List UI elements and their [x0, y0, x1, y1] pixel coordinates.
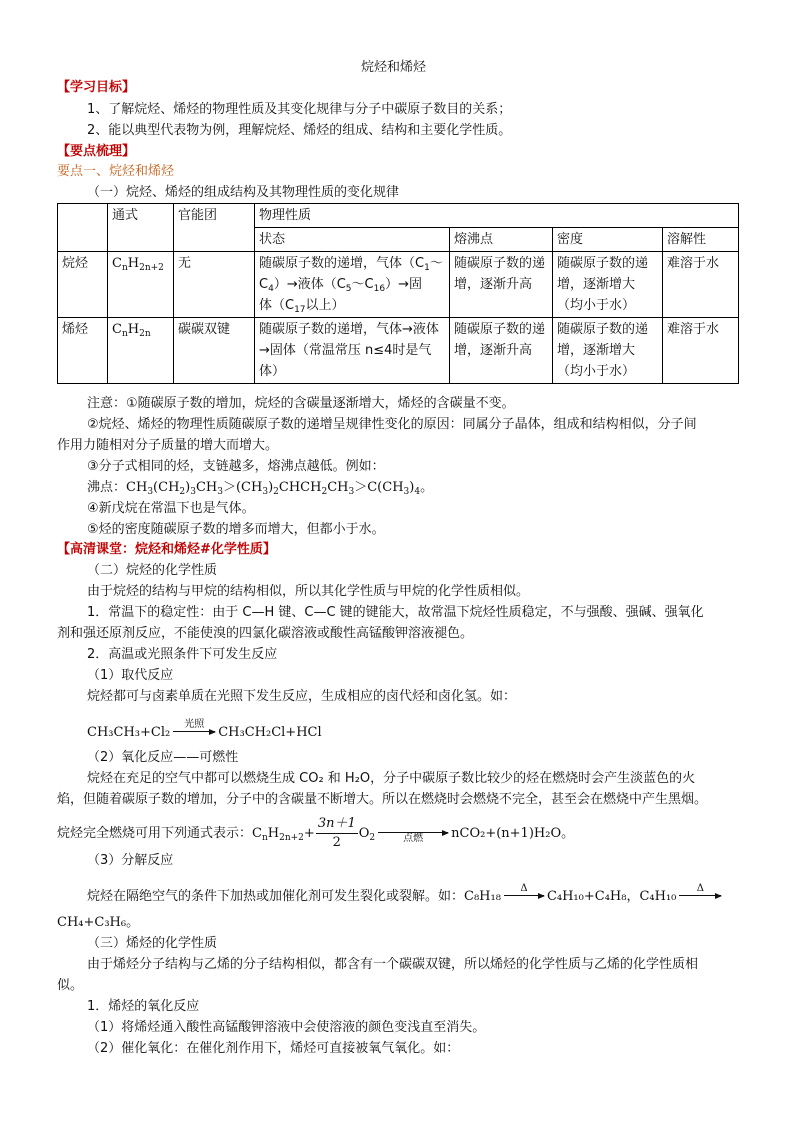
alkane-chem-title: （二）烷烃的化学性质	[87, 563, 218, 578]
table-row	[58, 252, 739, 318]
header-bp: 熔沸点	[450, 228, 553, 252]
alkene-oxidation-1: （1）将烯烃通入酸性高锰酸钾溶液中会使溶液的颜色变浅直至消失。	[87, 1020, 486, 1035]
header-solubility: 溶解性	[663, 228, 739, 252]
note-2a: ②烷烃、烯烃的物理性质随碳原子数的递增呈规律性变化的原因：同属分子晶体，组成和结构相似，分子间	[87, 417, 697, 432]
note-2b: 作用力随相对分子质量的增大而增大。	[57, 438, 279, 453]
table-row	[58, 318, 739, 384]
alkane-reaction-conditions: 2．高温或光照条件下可发生反应	[87, 647, 278, 662]
alkane-solubility: 难溶于水	[663, 252, 739, 318]
alkene-chem-intro-a: 由于烯烃分子结构与乙烯的分子结构相似，都含有一个碳碳双键，所以烯烃的化学性质与乙烯的化学性质相	[87, 957, 699, 972]
points-header: 【要点梳理】	[57, 144, 136, 159]
alkene-group: 碳碳双键	[174, 318, 255, 384]
header-group: 官能团	[174, 204, 255, 252]
combustion-equation: 烷烃完全燃烧可用下列通式表示：$C_nH_{2n+2}+$ $\frac{3n+1}{2}$ $O_2$ 点燃 nCO₂+(n+1)H₂O。	[57, 816, 575, 850]
header-physical: 物理性质	[255, 204, 739, 228]
note-3: ③分子式相同的烃，支链越多，熔沸点越低。例如：	[87, 459, 385, 474]
decomposition-text: 烷烃在隔绝空气的条件下加热或加催化剂可发生裂化或裂解。如：C₈H₁₈ Δ C₄H₁₀+C₄H₈，C₄H₁₀ Δ	[87, 884, 724, 906]
note-3-boiling-points: 沸点：$CH_3(CH_2)_3CH_3>(CH_3)_2CHCH_2CH_3>C(CH_3)_4$。	[87, 480, 434, 497]
alkane-stability-a: 1．常温下的稳定性：由于 C—H 键、C—C 键的键能大，故常温下烷烃性质稳定，不与强酸、强碱、强氧化	[87, 605, 704, 620]
alkene-oxidation-title: 1．烯烃的氧化反应	[87, 999, 200, 1014]
hd-classroom-header: 【高清课堂：烷烃和烯烃#化学性质】	[57, 542, 276, 557]
goal-2: 2、能以典型代表物为例，理解烷烃、烯烃的组成、结构和主要化学性质。	[87, 123, 512, 138]
goals-header: 【学习目标】	[57, 80, 136, 95]
header-density: 密度	[553, 228, 663, 252]
alkane-bp: 随碳原子数的递增，逐渐升高	[450, 252, 553, 318]
alkene-oxidation-2: （2）催化氧化：在催化剂作用下，烯烃可直接被氧气氧化。如：	[87, 1041, 460, 1056]
oxidation-text-a: 烷烃在充足的空气中都可以燃烧生成 CO₂ 和 H₂O，分子中碳原子数比较少的烃在燃烧时会产生淡蓝色的火	[87, 771, 696, 786]
decomposition-products: CH₄+C₃H₆。	[57, 915, 140, 930]
alkane-chem-intro: 由于烷烃的结构与甲烷的结构相似，所以其化学性质与甲烷的化学性质相似。	[87, 584, 530, 599]
alkane-formula: $C_nH_{2n+2}$	[108, 252, 174, 318]
header-formula: 通式	[108, 204, 174, 252]
alkene-bp: 随碳原子数的递增，逐渐升高	[450, 318, 553, 384]
goal-1: 1、了解烷烃、烯烃的物理性质及其变化规律与分子中碳原子数目的关系；	[87, 102, 512, 117]
alkane-group: 无	[174, 252, 255, 318]
table-corner-cell	[58, 204, 108, 252]
section1-title: （一）烷烃、烯烃的组成结构及其物理性质的变化规律	[87, 185, 400, 200]
point1-title: 要点一、烷烃和烯烃	[57, 164, 175, 179]
oxidation-text-b: 焰，但随着碳原子数的增加，分子中的含碳量不断增大。所以在燃烧时会燃烧不完全，甚至会在燃烧中产生黑烟。	[57, 792, 708, 807]
note-4: ④新戊烷在常温下也是气体。	[87, 501, 255, 516]
alkene-chem-title: （三）烯烃的化学性质	[87, 936, 218, 951]
physical-properties-table	[57, 203, 739, 384]
alkane-density: 随碳原子数的递增，逐渐增大（均小于水）	[553, 252, 663, 318]
alkane-state: 随碳原子数的递增，气体（$C_1\sim$ $C_4)\to$液体$(C_5\sim C_{16})\to$固 体（$C_{17}$以上）	[255, 252, 450, 318]
page-title: 烷烃和烯烃	[361, 60, 427, 75]
note-5: ⑤烃的密度随碳原子数的增多而增大，但都小于水。	[87, 522, 385, 537]
decomposition-title: （3）分解反应	[87, 853, 174, 868]
table-header-row	[58, 204, 739, 228]
alkene-solubility: 难溶于水	[663, 318, 739, 384]
header-state: 状态	[255, 228, 450, 252]
alkene-name: 烯烃	[58, 318, 108, 384]
alkene-formula: $C_nH_{2n}$	[108, 318, 174, 384]
alkene-density: 随碳原子数的递增，逐渐增大（均小于水）	[553, 318, 663, 384]
substitution-title: （1）取代反应	[87, 668, 174, 683]
substitution-text: 烷烃都可与卤素单质在光照下发生反应，生成相应的卤代烃和卤化氢。如：	[87, 689, 517, 704]
alkane-name: 烷烃	[58, 252, 108, 318]
fraction: $\frac{3n+1}{2}$	[317, 816, 356, 850]
oxidation-title: （2）氧化反应——可燃性	[87, 750, 239, 765]
note-1: 注意：①随碳原子数的增加，烷烃的含碳量逐渐增大，烯烃的含碳量不变。	[87, 396, 515, 411]
alkane-stability-b: 剂和强还原剂反应，不能使溴的四氯化碳溶液或酸性高锰酸钾溶液褪色。	[57, 626, 474, 641]
alkene-state: 随碳原子数的递增，气体→液体→固体（常温常压 n≤4时是气体）	[255, 318, 450, 384]
substitution-equation: CH₃CH₃+Cl₂ 光照 CH₃CH₂Cl+HCl	[87, 719, 322, 740]
alkene-chem-intro-b: 似。	[57, 978, 84, 993]
